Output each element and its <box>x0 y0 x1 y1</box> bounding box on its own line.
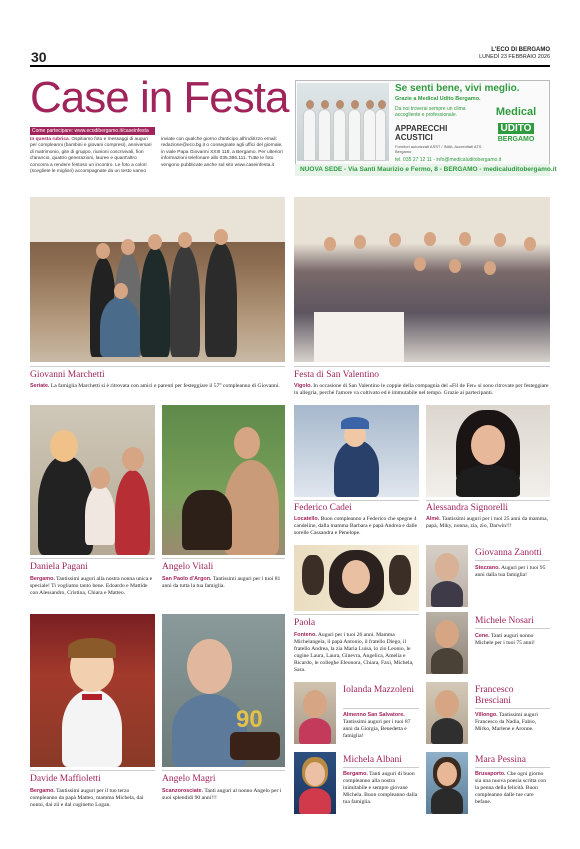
ad-product: APPARECCHI ACUSTICI <box>395 124 448 142</box>
entry-name: Angelo Vitali <box>162 562 214 572</box>
photo-vitali <box>162 405 285 555</box>
entry-text: Fonteno. Auguri per i tuoi 26 anni. Mamma Michelangela, il papà Antonio, il fratello Diego, il fratello Andrea, la zia Maria Luisa, lo zio Leonio, le cugine Laura, Laura, Ginevra, Angelica, Amelia e Ricardo, le colleghe Eleonora, Chiara, Faxi, Michela, Sara. <box>294 632 414 673</box>
intro-column-1 <box>30 137 152 175</box>
photo-zanotti <box>426 545 468 607</box>
photo-signorelli <box>426 405 550 497</box>
entry-text: Brusaporto. Che ogni giorno sia una nuova poesia scritta con la penna della felicità. Buon compleanno dalle tue care befane. <box>475 771 546 805</box>
intro-col1-text: . Ospitiamo foto e messaggi di auguri per compleanni (bambini e giovani compresi), anniversari di matrimonio, gite di gruppo, riunioni coscrivivali, fiori d'arancio, quattro generazioni, lauree e quant'altro concorra a rendere festoso un incontro. Le foto a colori (scegliete le migliori) accompagnate da un testo vanno <box>30 137 152 175</box>
entry-text: Locatello. Buon compleanno a Federico che spegne 4 candeline, dalla mamma Barbara e papà Andrea e dalle sorelle Cassandra e Penelope. <box>294 516 418 536</box>
entry-text: Almè. Tantissimi auguri per i tuoi 25 anni da mamma, papà, Miky, nonna, zia, zio, Darwin!!! <box>426 516 549 529</box>
divider <box>475 628 550 629</box>
photo-mazzoleni <box>294 682 336 744</box>
divider <box>475 767 550 768</box>
medical-udito-logo: Medical UDITO BERGAMO <box>495 106 537 143</box>
divider <box>30 770 155 771</box>
ad-staff-photo <box>297 83 389 161</box>
photo-paola <box>294 545 419 611</box>
participation-ribbon[interactable]: Come partecipare: www.ecodibergamo.it/caseinfesta <box>30 127 155 135</box>
entry-name: Giovanna Zanotti <box>475 548 542 558</box>
divider <box>343 767 419 768</box>
divider <box>30 366 285 367</box>
entry-name: Festa di San Valentino <box>294 370 380 380</box>
ad-headline: Se senti bene, vivi meglio. <box>395 83 520 94</box>
intro-lead: In questa rubrica <box>30 137 69 142</box>
entry-text: Bergamo. Tantissimi auguri per il tuo terzo compleanno da papà Matteo, mamma Michela, dai nonni, dai zii e dal cuginetto Logan. <box>30 788 144 808</box>
cake-candle-number: 90 <box>236 706 263 733</box>
entry-text: Bergamo. Tanti auguri di buon compleanno alla nostra inimitabile e sempre giovane Michela. Buon compleanno dalla tua famiglia. <box>343 771 418 805</box>
photo-pessina <box>426 752 468 814</box>
ad-subheadline: Grazie a Medical Udito Bergamo. <box>395 96 481 102</box>
ad-contact[interactable]: tel. 035 27 12 11 - info@medicaluditobergamo.it <box>395 157 502 163</box>
entry-text: Bergamo. Tantissimi auguri alla nostra nonna unica e speciale! Ti vogliamo tanto bene. Edoardo e Mattide con Alessandro, Cristina, Chiara e Matteo. <box>30 576 153 596</box>
entry-name: Alessandra Signorelli <box>426 503 509 513</box>
intro-column-2: inviate con qualche giorno d'anticipo all'indirizzo email: redazione@eco.bg.it o consegnate agli uffici del giornale, in viale Papa Giovanni XXIII 118, a Bergamo. Per ulteriori informazioni telefonare allo 035.386.111. Tutte le foto vengono pubblicate anche sul sito www.caseinfesta.it <box>161 137 283 168</box>
divider <box>475 708 550 709</box>
entry-name: Giovanni Marchetti <box>30 370 105 380</box>
entry-name: Angelo Magri <box>162 774 216 784</box>
photo-magri <box>162 614 285 767</box>
photo-albani <box>294 752 336 814</box>
entry-name: Daniela Pagani <box>30 562 88 572</box>
divider <box>343 708 419 709</box>
section-title: Case in Festa <box>30 73 289 122</box>
entry-text: Villongo. Tantissimi auguri Francesco da Nadia, Fabio, Mirko, Marlene e Aronne. <box>475 712 538 732</box>
entry-name: Iolanda Mazzoleni <box>343 685 414 695</box>
masthead <box>479 47 550 61</box>
divider <box>426 500 550 501</box>
entry-name: Michele Nosari <box>475 616 534 626</box>
divider <box>294 500 419 501</box>
entry-text: San Paolo d'Argon. Tantissimi auguri per i tuoi 81 anni da tutta la tua famiglia. <box>162 576 281 589</box>
entry-name: Michela Albani <box>343 755 402 765</box>
ad-tagline: Da noi troverai sempre un clima accogliente e professionale. <box>395 106 466 118</box>
ad-address-bar[interactable]: NUOVA SEDE - Via Santi Maurizio e Fermo, 8 - BERGAMO - medicaluditobergamo.it <box>295 164 550 176</box>
photo-san-valentino-group <box>294 197 550 362</box>
page-number: 30 <box>31 49 47 65</box>
divider <box>30 558 155 559</box>
ad-suppliers: Fornitori autorizzati ASST / INAIL Accreditati ATS Bergamo <box>395 144 482 154</box>
photo-pagani <box>30 405 155 555</box>
photo-nosari <box>426 612 468 674</box>
photo-cadei <box>294 405 419 497</box>
divider <box>162 770 285 771</box>
entry-name: Davide Maffioletti <box>30 774 101 784</box>
divider <box>294 366 550 367</box>
entry-text: Stezzano. Auguri per i tuoi 95 anni dalla tua famiglia! <box>475 565 546 578</box>
entry-name: Mara Pessina <box>475 755 526 765</box>
entry-text: Vigolo. In occasione di San Valentino le coppie della compagnia del «Fil de Fer» si sono ritrovate per festeggiare in allegria, perché l'amore va coltivato ed è immutabile nel tempo. Grazie ai partecipanti. <box>294 383 549 396</box>
publication-name: L'ECO DI BERGAMO <box>491 47 550 53</box>
top-rule <box>30 65 550 67</box>
issue-date: LUNEDÌ 23 FEBBRAIO 2026 <box>479 54 550 60</box>
entry-name: Federico Cadei <box>294 503 352 513</box>
entry-text: Cene. Tanti auguri nonno Michele per i tuoi 75 anni! <box>475 633 535 646</box>
divider <box>475 560 550 561</box>
entry-name: Paola <box>294 618 316 628</box>
photo-bresciani <box>426 682 468 744</box>
photo-marchetti-group <box>30 197 285 362</box>
entry-text: Almenno San Salvatore. Tantissimi auguri per i tuoi 87 anni da Giorgia, Benedetta e famiglia! <box>343 712 411 739</box>
divider <box>162 558 285 559</box>
divider <box>294 614 419 615</box>
entry-name: Francesco Bresciani <box>475 685 514 706</box>
entry-text: Seriate. La famiglia Marchetti si è ritrovata con amici e parenti per festeggiare il 57° compleanno di Giovanni. <box>30 383 280 389</box>
entry-text: Scanzorosciate. Tanti auguri al nonno Angelo per i suoi splendidi 90 anni!!! <box>162 788 282 801</box>
photo-maffioletti <box>30 614 155 767</box>
